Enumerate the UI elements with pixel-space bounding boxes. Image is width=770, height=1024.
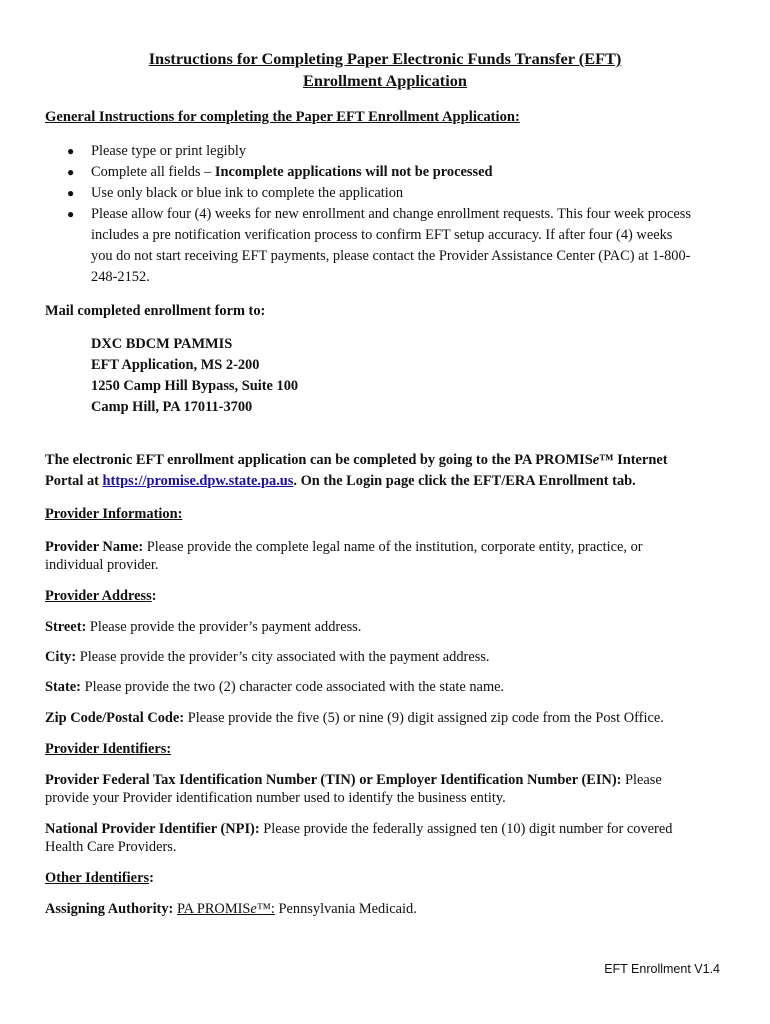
provider-identifiers-heading: Provider Identifiers: [45, 741, 172, 757]
list-item: ● Complete all fields – Incomplete applications will not be processed [45, 162, 725, 183]
tin-instruction: Provider Federal Tax Identification Number (TIN) or Employer Identification Number (EIN): Please provide your Provider identification number used to identify the business entity. [45, 772, 662, 806]
address-line: EFT Application, MS 2-200 [91, 357, 260, 373]
incomplete-warning: Incomplete applications will not be processed [214, 164, 493, 180]
assigning-authority: Assigning Authority: PA PROMISe™: Pennsylvania Medicaid. [45, 901, 417, 917]
provider-address-heading: Provider Address: [45, 588, 157, 604]
address-line: DXC BDCM PAMMIS [91, 336, 233, 352]
address-line: Camp Hill, PA 17011-3700 [91, 399, 253, 415]
bullet-icon: ● [67, 186, 75, 200]
title-line-2: Enrollment Application [303, 71, 467, 90]
instruction-list [45, 141, 725, 288]
state-instruction: State: Please provide the two (2) character code associated with the state name. [45, 679, 505, 695]
zip-instruction: Zip Code/Postal Code: Please provide the five (5) or nine (9) digit assigned zip code from the Post Office. [45, 710, 664, 726]
other-identifiers-heading: Other Identifiers: [45, 870, 154, 886]
list-item: ● Please allow four (4) weeks for new enrollment and change enrollment requests. This four week process includes a pre notification verification process to confirm EFT setup accuracy. If after four (4) weeks you do not start receiving EFT payments, please contact the Provider Assistance Center (PAC) at 1-800- 248-2152. [67, 206, 691, 285]
promise-portal-link[interactable]: https://promise.dpw.state.pa.us [102, 473, 294, 489]
mail-heading: Mail completed enrollment form to: [45, 303, 266, 319]
street-instruction: Street: Please provide the provider’s payment address. [45, 619, 362, 635]
provider-name-instruction: Provider Name: Please provide the complete legal name of the institution, corporate entity, practice, or individual provider. [45, 539, 643, 573]
bullet-icon: ● [67, 165, 75, 179]
bullet-icon: ● [67, 207, 75, 221]
list-item: ● Please type or print legibly [45, 141, 725, 162]
mailing-address [91, 334, 298, 418]
footer-version: EFT Enrollment V1.4 [604, 962, 720, 976]
document-title [0, 48, 770, 92]
electronic-enrollment-paragraph: The electronic EFT enrollment application can be completed by going to the PA PROMISe™ Internet Portal at https://promise.dpw.state.pa.us. On the Login page click the EFT/ERA Enrollment tab. [45, 452, 668, 489]
list-item: ● Use only black or blue ink to complete the application [45, 183, 725, 204]
address-line: 1250 Camp Hill Bypass, Suite 100 [91, 378, 299, 394]
npi-instruction: National Provider Identifier (NPI): Please provide the federally assigned ten (10) digit number for covered Health Care Providers. [45, 821, 673, 855]
provider-information-heading: Provider Information: [45, 506, 183, 522]
general-instructions-heading: General Instructions for completing the Paper EFT Enrollment Application: [45, 109, 520, 125]
bullet-icon: ● [67, 144, 75, 158]
assigning-authority-value: PA PROMISe™: [176, 901, 275, 917]
city-instruction: City: Please provide the provider’s city associated with the payment address. [45, 649, 490, 665]
title-line-1: Instructions for Completing Paper Electronic Funds Transfer (EFT) [148, 49, 622, 68]
